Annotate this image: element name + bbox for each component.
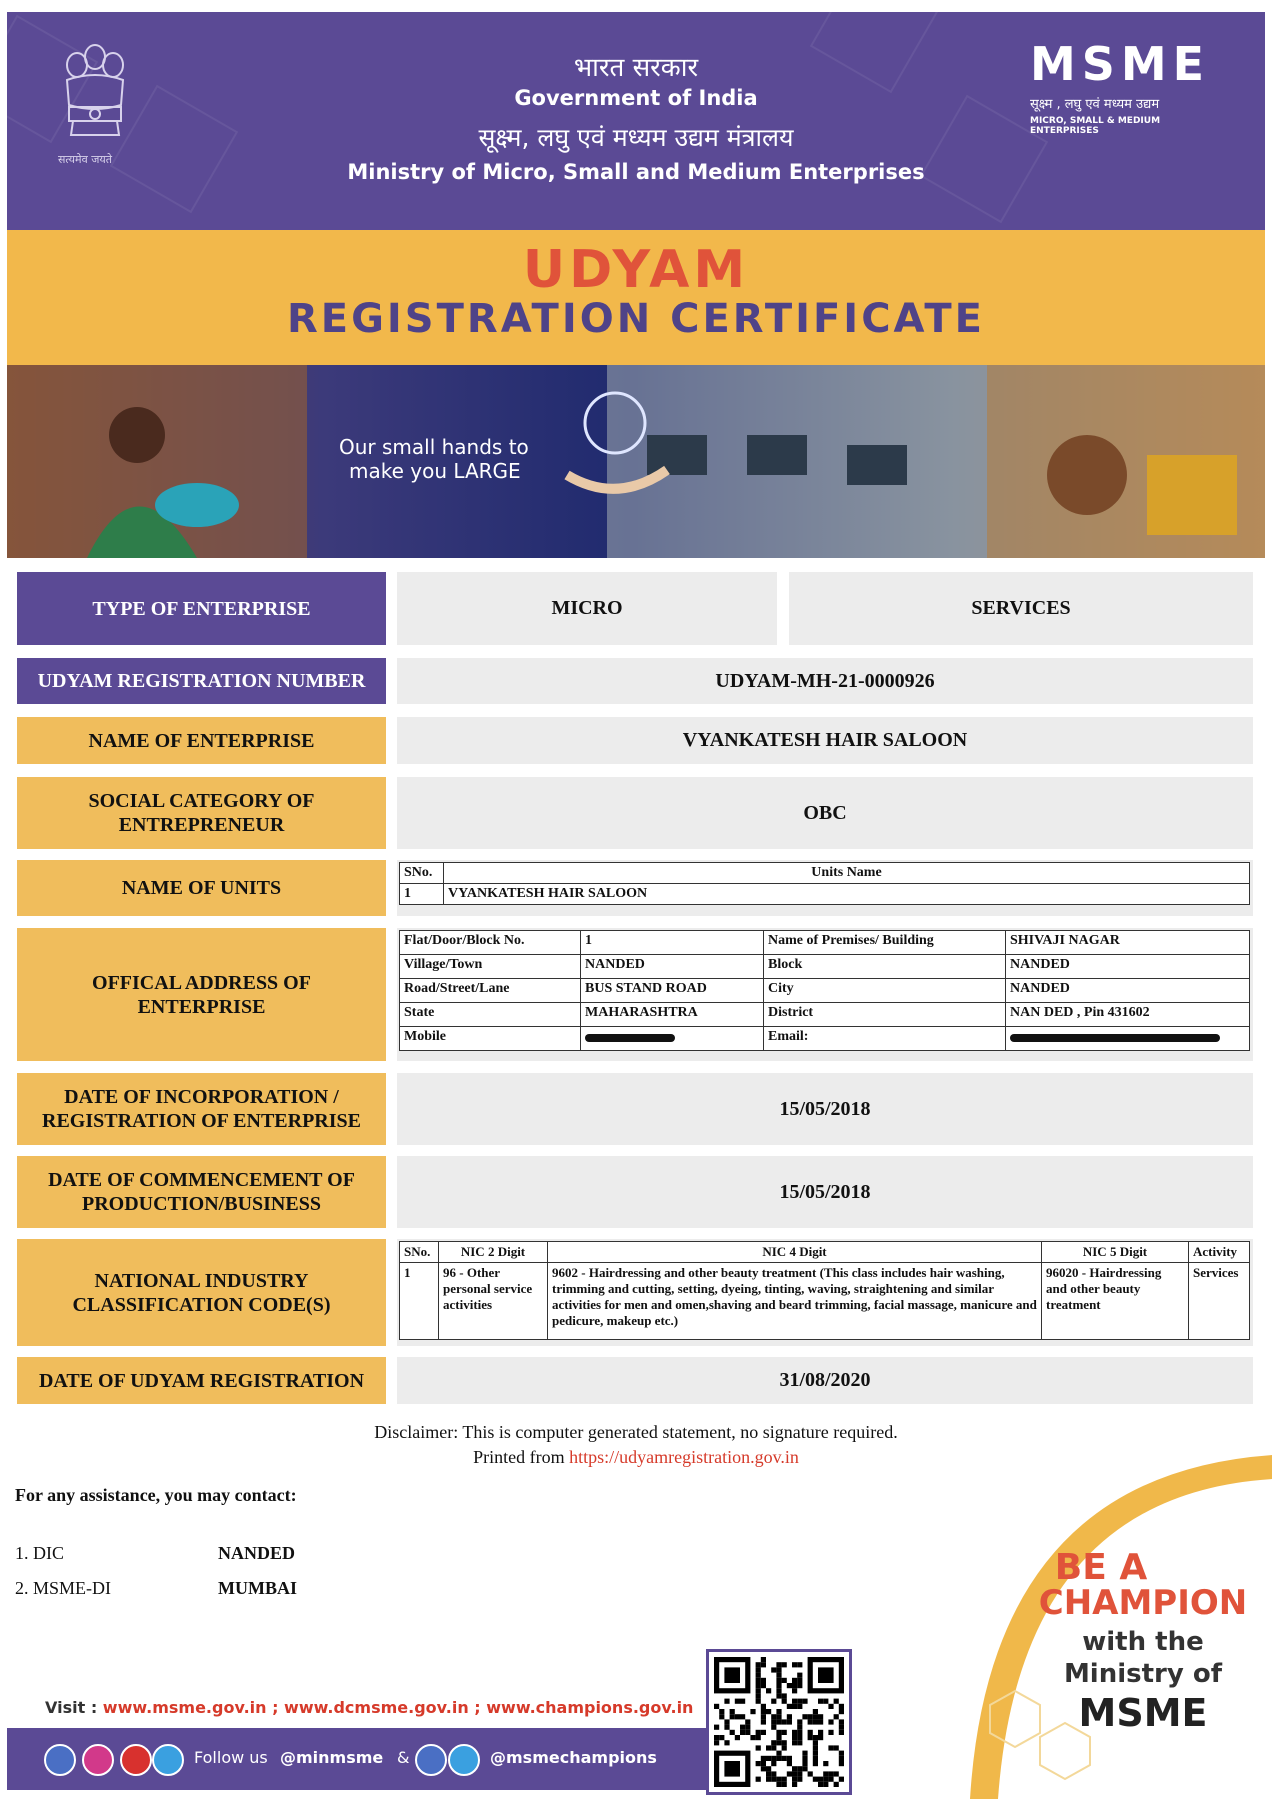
handle-msmechampions[interactable]: @msmechampions bbox=[490, 1748, 657, 1767]
state-label: State bbox=[400, 1003, 581, 1027]
commencement-label-line2: PRODUCTION/BUSINESS bbox=[82, 1193, 321, 1215]
commencement-date-label bbox=[17, 1156, 386, 1228]
follow-label: Follow us bbox=[194, 1748, 268, 1767]
visit-links[interactable]: www.msme.gov.in ; www.dcmsme.gov.in ; www.champions.gov.in bbox=[102, 1698, 694, 1717]
flat-label: Flat/Door/Block No. bbox=[400, 931, 581, 955]
table-row bbox=[400, 1263, 1250, 1340]
nic-activity: Services bbox=[1189, 1263, 1250, 1340]
district-value: NAN DED , Pin 431602 bbox=[1006, 1003, 1250, 1027]
type-of-enterprise-label: TYPE OF ENTERPRISE bbox=[17, 572, 386, 645]
nic-header-5digit: NIC 5 Digit bbox=[1042, 1242, 1189, 1263]
mobile-label: Mobile bbox=[400, 1027, 581, 1051]
mobile-value-redacted bbox=[581, 1027, 764, 1051]
table-row bbox=[400, 884, 1250, 905]
facebook-icon[interactable] bbox=[44, 1744, 76, 1776]
block-value: NANDED bbox=[1006, 955, 1250, 979]
handle-minmsme[interactable]: @minmsme bbox=[280, 1748, 384, 1767]
ministry-hindi: सूक्ष्म, लघु एवं मध्यम उद्यम मंत्रालय bbox=[478, 123, 794, 152]
contact-2-value: MUMBAI bbox=[218, 1578, 297, 1598]
units-panel bbox=[397, 860, 1253, 916]
type-of-enterprise-value-1: MICRO bbox=[397, 572, 777, 645]
youtube-icon[interactable] bbox=[120, 1744, 152, 1776]
village-value: NANDED bbox=[581, 955, 764, 979]
msme-logo-hindi: सूक्ष्म , लघु एवं मध्यम उद्यम bbox=[1030, 97, 1160, 112]
govt-english: Government of India bbox=[514, 86, 758, 110]
emblem-caption: सत्यमेव जयते bbox=[58, 153, 113, 166]
nic-sno: 1 bbox=[400, 1263, 439, 1340]
ministry-english: Ministry of Micro, Small and Medium Enterprises bbox=[347, 160, 925, 184]
nic-panel bbox=[397, 1239, 1253, 1346]
registration-number-value: UDYAM-MH-21-0000926 bbox=[397, 658, 1253, 704]
udyam-title: UDYAM bbox=[522, 240, 750, 300]
assistance-heading: For any assistance, you may contact: bbox=[15, 1485, 297, 1505]
champion-line-4: Ministry of bbox=[1063, 1659, 1223, 1689]
nic-header-activity: Activity bbox=[1189, 1242, 1250, 1263]
govt-hindi: भारत सरकार bbox=[573, 53, 699, 83]
address-label bbox=[17, 928, 386, 1061]
contact-1-value: NANDED bbox=[218, 1543, 296, 1563]
champion-graphic bbox=[930, 1455, 1272, 1799]
units-header-name: Units Name bbox=[444, 863, 1250, 884]
registration-number-label: UDYAM REGISTRATION NUMBER bbox=[17, 658, 386, 704]
address-table bbox=[399, 930, 1250, 1051]
incorporation-label-line2: REGISTRATION OF ENTERPRISE bbox=[42, 1110, 361, 1132]
block-label: Block bbox=[764, 955, 1006, 979]
address-label-line1: OFFICAL ADDRESS OF bbox=[92, 971, 311, 994]
commencement-label-line1: DATE OF COMMENCEMENT OF bbox=[48, 1169, 355, 1191]
nic-2digit: 96 - Other personal service activities bbox=[439, 1263, 548, 1340]
table-row bbox=[400, 1003, 1250, 1027]
nic-4digit: 9602 - Hairdressing and other beauty treatment (This class includes hair washing, trimming and cutting, setting, dyeing, tinting, waving, straightening and similar activities for men and omen,shaving and beard trimming, facial massage, manicure and pedicure, makeup etc.) bbox=[548, 1263, 1042, 1340]
champion-line-3: with the bbox=[1082, 1627, 1204, 1657]
social-category-label-line2: ENTREPRENEUR bbox=[118, 814, 285, 836]
social-category-value: OBC bbox=[397, 777, 1253, 849]
visit-line bbox=[45, 1698, 693, 1717]
premises-value: SHIVAJI NAGAR bbox=[1006, 931, 1250, 955]
city-label: City bbox=[764, 979, 1006, 1003]
village-label: Village/Town bbox=[400, 955, 581, 979]
units-sno: 1 bbox=[400, 884, 444, 905]
champion-line-5: MSME bbox=[1078, 1691, 1208, 1735]
address-panel bbox=[397, 928, 1253, 1061]
enterprise-name-value: VYANKATESH HAIR SALOON bbox=[397, 717, 1253, 764]
banner-tagline-2: make you LARGE bbox=[349, 459, 521, 483]
nic-header-4digit: NIC 4 Digit bbox=[548, 1242, 1042, 1263]
ampersand: & bbox=[397, 1748, 410, 1767]
contact-2-label: 2. MSME-DI bbox=[15, 1578, 112, 1598]
msme-logo bbox=[1030, 37, 1230, 136]
msme-logo-english: MICRO, SMALL & MEDIUM ENTERPRISES bbox=[1030, 116, 1161, 136]
disclaimer-text: Disclaimer: This is computer generated statement, no signature required. bbox=[374, 1422, 898, 1442]
address-label-line2: ENTERPRISE bbox=[137, 995, 266, 1018]
nic-5digit: 96020 - Hairdressing and other beauty treatment bbox=[1042, 1263, 1189, 1340]
road-label: Road/Street/Lane bbox=[400, 979, 581, 1003]
incorporation-label-line1: DATE OF INCORPORATION / bbox=[64, 1086, 339, 1108]
nic-label-line1: NATIONAL INDUSTRY bbox=[94, 1269, 309, 1292]
registration-certificate-title: REGISTRATION CERTIFICATE bbox=[286, 296, 986, 342]
social-category-label bbox=[17, 777, 386, 849]
city-value: NANDED bbox=[1006, 979, 1250, 1003]
district-label: District bbox=[764, 1003, 1006, 1027]
udyam-date-label: DATE OF UDYAM REGISTRATION bbox=[17, 1357, 386, 1404]
printed-from-link[interactable]: https://udyamregistration.gov.in bbox=[569, 1447, 799, 1467]
banner-tagline-1: Our small hands to bbox=[339, 435, 529, 459]
udyam-date-value: 31/08/2020 bbox=[397, 1357, 1253, 1404]
twitter-icon[interactable] bbox=[448, 1744, 480, 1776]
units-header-sno: SNo. bbox=[400, 863, 444, 884]
table-row bbox=[400, 931, 1250, 955]
nic-header-sno: SNo. bbox=[400, 1242, 439, 1263]
champion-line-2: CHAMPION bbox=[1038, 1583, 1248, 1623]
premises-label: Name of Premises/ Building bbox=[764, 931, 1006, 955]
nic-label bbox=[17, 1239, 386, 1346]
table-row bbox=[400, 955, 1250, 979]
state-value: MAHARASHTRA bbox=[581, 1003, 764, 1027]
incorporation-date-value: 15/05/2018 bbox=[397, 1073, 1253, 1145]
visit-label: Visit : bbox=[45, 1698, 98, 1717]
contact-1-label: 1. DIC bbox=[15, 1543, 64, 1563]
units-label: NAME OF UNITS bbox=[17, 860, 386, 916]
qr-code bbox=[706, 1649, 852, 1795]
twitter-icon[interactable] bbox=[152, 1744, 184, 1776]
msme-logo-text: MSME bbox=[1030, 37, 1211, 91]
email-label: Email: bbox=[764, 1027, 1006, 1051]
champion-line-1: BE A bbox=[1054, 1547, 1148, 1588]
printed-from-label: Printed from bbox=[473, 1447, 565, 1467]
units-table bbox=[399, 862, 1250, 905]
nic-label-line2: CLASSIFICATION CODE(S) bbox=[72, 1293, 331, 1316]
nic-table bbox=[399, 1241, 1250, 1340]
banner-image bbox=[7, 365, 1265, 558]
enterprise-name-label: NAME OF ENTERPRISE bbox=[17, 717, 386, 764]
instagram-icon[interactable] bbox=[82, 1744, 114, 1776]
type-of-enterprise-value-2: SERVICES bbox=[789, 572, 1253, 645]
social-category-label-line1: SOCIAL CATEGORY OF bbox=[88, 790, 315, 812]
incorporation-date-label bbox=[17, 1073, 386, 1145]
flat-value: 1 bbox=[581, 931, 764, 955]
units-name: VYANKATESH HAIR SALOON bbox=[444, 884, 1250, 905]
nic-header-2digit: NIC 2 Digit bbox=[439, 1242, 548, 1263]
email-value-redacted bbox=[1006, 1027, 1250, 1051]
road-value: BUS STAND ROAD bbox=[581, 979, 764, 1003]
commencement-date-value: 15/05/2018 bbox=[397, 1156, 1253, 1228]
table-row bbox=[400, 1027, 1250, 1051]
table-row bbox=[400, 979, 1250, 1003]
facebook-icon[interactable] bbox=[415, 1744, 447, 1776]
